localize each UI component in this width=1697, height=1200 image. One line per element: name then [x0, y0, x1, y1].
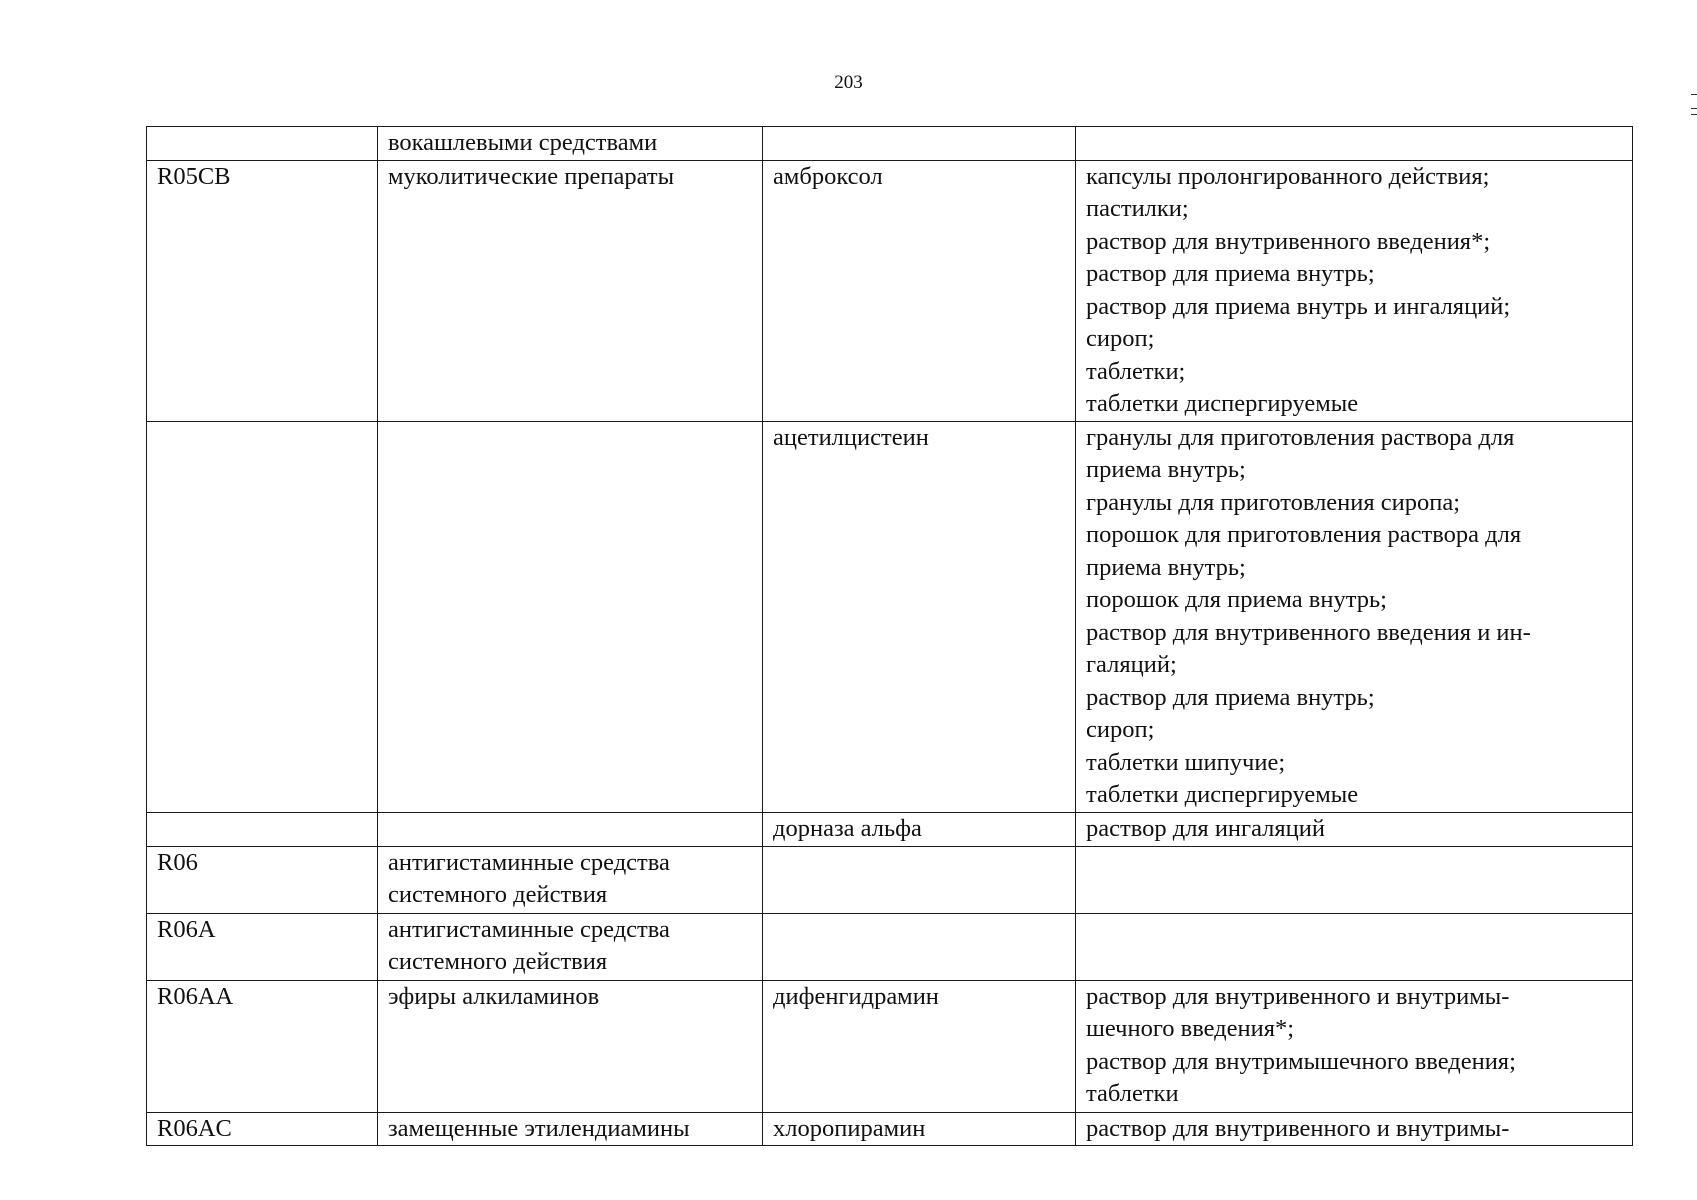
table-row [147, 1112, 1633, 1146]
pharmacological-group-cell: муколитические препараты [378, 160, 763, 421]
dosage-forms-cell [1076, 980, 1633, 1112]
dosage-form-line: раствор для внутривенного и внутримы- [1086, 982, 1510, 1010]
dosage-form-line: гранулы для приготовления раствора для [1086, 423, 1515, 451]
dosage-forms-cell [1076, 1112, 1633, 1146]
scan-edge-mark [1691, 94, 1697, 95]
drug-name-cell: амброксол [763, 160, 1076, 421]
pharmacological-group-cell: эфиры алкиламинов [378, 980, 763, 1112]
drug-name-cell [763, 846, 1076, 913]
dosage-form-line: раствор для приема внутрь и ингаляций; [1086, 292, 1511, 320]
dosage-form-line: сироп; [1086, 325, 1155, 352]
atc-code-cell: R06AC [147, 1112, 378, 1146]
dosage-form-line: приема внутрь; [1086, 456, 1246, 483]
drug-name-cell [763, 913, 1076, 980]
dosage-form-line: таблетки; [1086, 357, 1186, 385]
drug-name-cell: хлоропирамин [763, 1112, 1076, 1146]
dosage-forms-cell [1076, 421, 1633, 812]
table-row [147, 160, 1633, 421]
dosage-form-line: таблетки [1086, 1080, 1179, 1107]
dosage-form-line: порошок для приема внутрь; [1086, 586, 1387, 613]
dosage-form-line: раствор для ингаляций [1086, 814, 1326, 842]
dosage-form-line: таблетки диспергируемые [1086, 390, 1359, 417]
drug-name-cell [763, 127, 1076, 161]
atc-code-cell [147, 812, 378, 846]
pharmacological-group-cell: вокашлевыми средствами [378, 127, 763, 161]
scan-edge-mark [1691, 114, 1697, 115]
dosage-form-line: таблетки диспергируемые [1086, 781, 1359, 808]
dosage-form-line: раствор для внутривенного введения*; [1086, 227, 1491, 255]
atc-code-cell: R06AA [147, 980, 378, 1112]
drug-name-cell: дифенгидрамин [763, 980, 1076, 1112]
dosage-form-line: шечного введения*; [1086, 1015, 1295, 1042]
dosage-form-line: раствор для внутримышечного введения; [1086, 1047, 1516, 1075]
drug-name-cell: дорназа альфа [763, 812, 1076, 846]
atc-code-cell: R06 [147, 846, 378, 913]
drug-name-cell: ацетилцистеин [763, 421, 1076, 812]
pharmacological-group-cell: антигистаминные средства системного действия [378, 913, 763, 980]
drug-list-table [146, 126, 1633, 1146]
atc-code-cell [147, 421, 378, 812]
pharmacological-group-cell [378, 421, 763, 812]
dosage-form-line: капсулы пролонгированного действия; [1086, 162, 1490, 190]
dosage-forms-cell [1076, 846, 1633, 913]
table-row [147, 812, 1633, 846]
pharmacological-group-cell [378, 812, 763, 846]
atc-code-cell: R05CB [147, 160, 378, 421]
dosage-form-line: таблетки шипучие; [1086, 748, 1286, 776]
dosage-forms-cell [1076, 812, 1633, 846]
table-row [147, 127, 1633, 161]
dosage-form-line: гранулы для приготовления сиропа; [1086, 488, 1461, 516]
dosage-form-line: приема внутрь; [1086, 553, 1246, 581]
dosage-form-line: пастилки; [1086, 195, 1189, 222]
table-row [147, 421, 1633, 812]
dosage-form-line: раствор для приема внутрь; [1086, 260, 1375, 287]
pharmacological-group-cell: антигистаминные средства системного действия [378, 846, 763, 913]
dosage-form-line: порошок для приготовления раствора для [1086, 521, 1522, 548]
scan-edge-mark [1691, 108, 1697, 109]
dosage-forms-cell [1076, 127, 1633, 161]
atc-code-cell: R06A [147, 913, 378, 980]
table-row [147, 846, 1633, 913]
table-row [147, 980, 1633, 1112]
dosage-form-line: раствор для внутривенного введения и ин- [1086, 618, 1531, 646]
dosage-forms-cell [1076, 913, 1633, 980]
atc-code-cell [147, 127, 378, 161]
dosage-form-line: раствор для приема внутрь; [1086, 683, 1375, 711]
pharmacological-group-cell: замещенные этилендиамины [378, 1112, 763, 1146]
dosage-form-line: раствор для внутривенного и внутримы- [1086, 1114, 1510, 1142]
dosage-form-line: сироп; [1086, 716, 1155, 743]
table-row [147, 913, 1633, 980]
page-number: 203 [834, 72, 863, 93]
dosage-forms-cell [1076, 160, 1633, 421]
dosage-form-line: галяций; [1086, 651, 1177, 678]
